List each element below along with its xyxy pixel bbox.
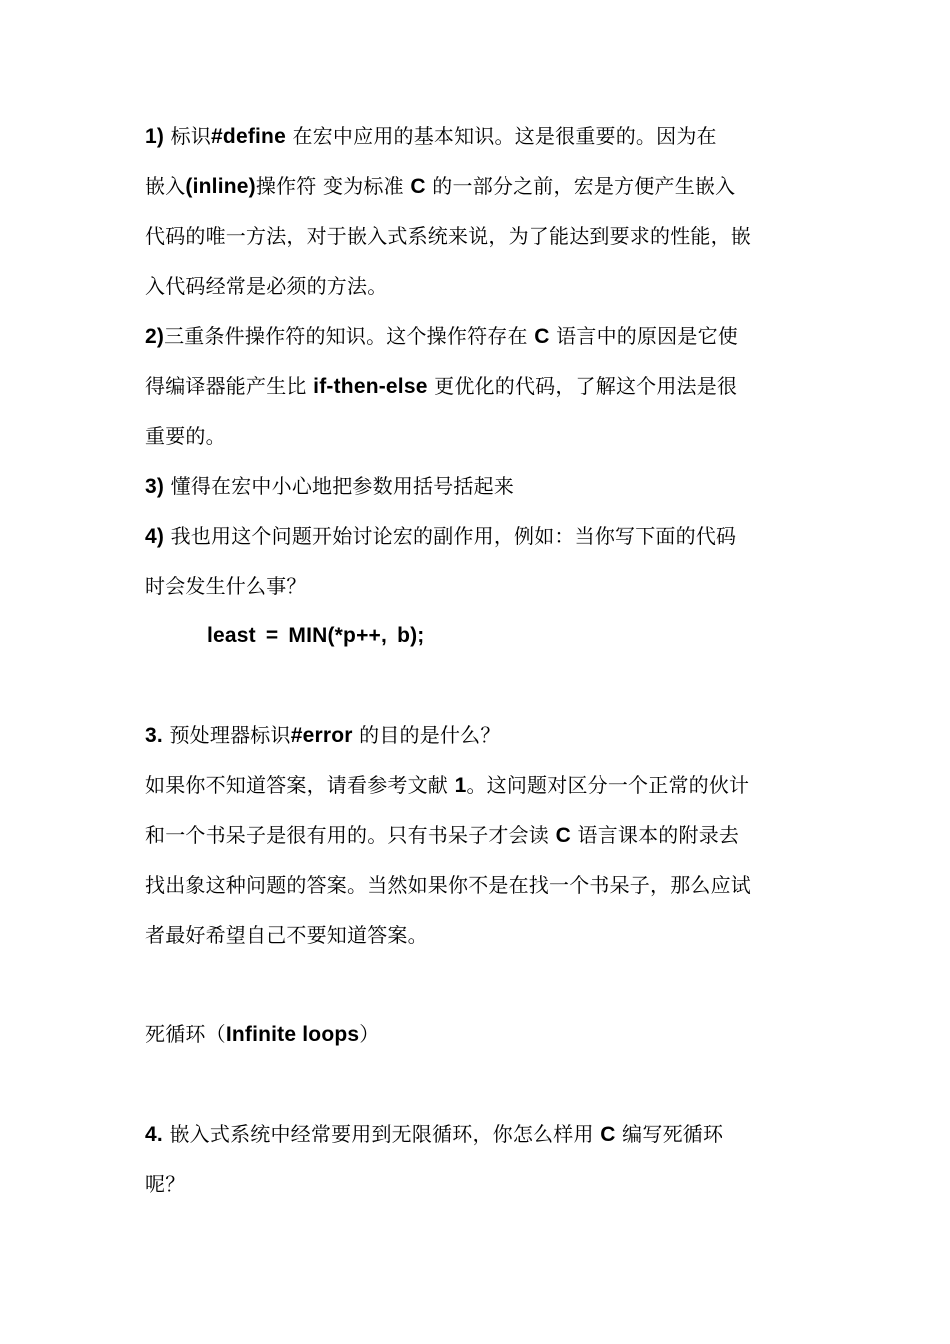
p1-line3: 代码的唯一方法，对于嵌入式系统来说，为了能达到要求的性能，嵌	[145, 224, 751, 248]
question-4-line1: 4. 嵌入式系统中经常要用到无限循环，你怎么样用 C 编写死循环	[145, 1122, 724, 1146]
answer-3-line1: 如果你不知道答案，请看参考文献 1。这问题对区分一个正常的伙计	[145, 773, 750, 797]
question-3: 3. 预处理器标识#error 的目的是什么？	[145, 723, 501, 747]
keyword-c: C	[555, 824, 571, 847]
p1-line2: 嵌入(inline)操作符 变为标准 C 的一部分之前，宏是方便产生嵌入	[145, 174, 736, 198]
question-number: 3.	[145, 724, 163, 747]
question-number: 4.	[145, 1123, 163, 1146]
p1-line1: 1) 标识#define 在宏中应用的基本知识。这是很重要的。因为在	[145, 124, 717, 148]
keyword-error: #error	[290, 724, 353, 747]
keyword-c: C	[534, 325, 550, 348]
p2-line1: 2)三重条件操作符的知识。这个操作符存在 C 语言中的原因是它使	[145, 324, 738, 348]
reference-number: 1	[454, 774, 467, 797]
item-number: 4)	[145, 525, 165, 548]
p4-line1: 4) 我也用这个问题开始讨论宏的副作用，例如：当你写下面的代码	[145, 524, 737, 548]
section-heading: 死循环（Infinite loops）	[145, 1022, 380, 1046]
answer-3-line3: 找出象这种问题的答案。当然如果你不是在找一个书呆子，那么应试	[145, 873, 751, 897]
p4-line2: 时会发生什么事？	[145, 574, 307, 598]
item-number: 3)	[145, 475, 165, 498]
answer-3-line2: 和一个书呆子是很有用的。只有书呆子才会读 C 语言课本的附录去	[145, 823, 740, 847]
p2-line2: 得编译器能产生比 if-then-else 更优化的代码，了解这个用法是很	[145, 374, 738, 398]
item-number: 2)	[145, 325, 165, 348]
keyword-define: #define	[211, 125, 286, 148]
keyword-c: C	[600, 1123, 616, 1146]
question-4-line2: 呢？	[145, 1172, 186, 1196]
p2-line3: 重要的。	[145, 424, 226, 448]
item-number: 1)	[145, 125, 165, 148]
keyword-infinite-loops: Infinite loops	[225, 1023, 360, 1046]
keyword-inline: (inline)	[185, 175, 256, 198]
p3-line1: 3) 懂得在宏中小心地把参数用括号括起来	[145, 474, 515, 498]
keyword-if-then-else: if-then-else	[313, 375, 428, 398]
p1-line4: 入代码经常是必须的方法。	[145, 274, 388, 298]
answer-3-line4: 者最好希望自己不要知道答案。	[145, 923, 428, 947]
code-snippet: least = MIN(*p++, b);	[207, 624, 425, 647]
keyword-c: C	[410, 175, 426, 198]
